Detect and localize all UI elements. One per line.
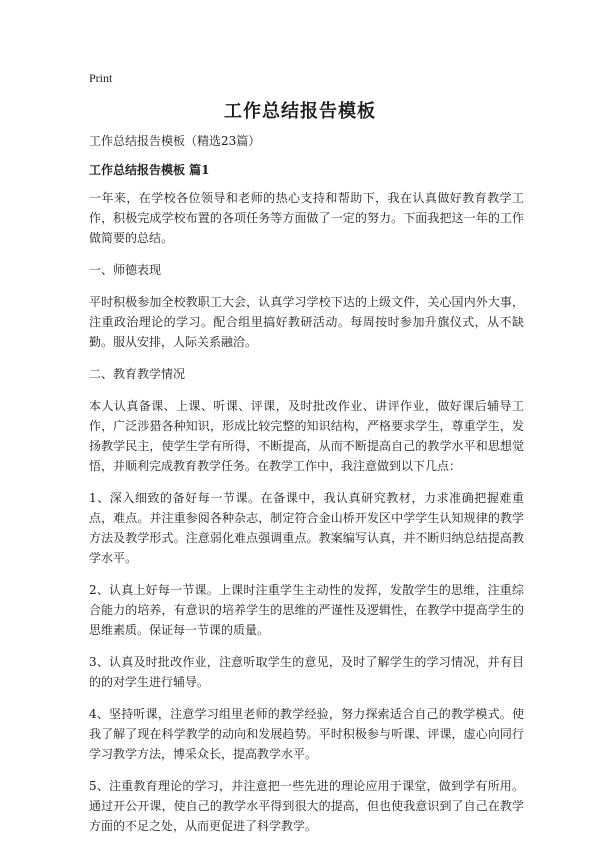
print-label: Print — [89, 71, 113, 85]
document-subtitle: 工作总结报告模板（精选23篇） — [89, 134, 261, 148]
paragraph-point-5: 5、注重教育理论的学习，并注意把一些先进的理论应用于课堂，做到学有所用。通过开公开课，使自己的教学水平得到很大的提高，但也使我意识到了自己在教学方面的不足之处，从而更促进了科学教学。 — [89, 779, 524, 833]
paragraph-point-4: 4、坚持听课，注意学习组里老师的教学经验，努力探索适合自己的教学模式。使我了解了现在科学教学的动向和发展趋势。平时积极参与听课、评课，虚心向同行学习教学方法，博采众长，提高教学水平。 — [89, 707, 524, 761]
article-heading: 工作总结报告模板 篇1 — [89, 163, 210, 177]
paragraph-point-1: 1、深入细致的备好每一节课。在备课中，我认真研究教材，力求准确把握难重点，难点。并注重参阅各种杂志，制定符合金山桥开发区中学学生认知规律的教学方法及教学形式。注意弱化难点强调重点。教案编写认真，并不断归纳总结提高教学水平。 — [89, 491, 524, 565]
document-body — [89, 131, 524, 848]
section-heading-ethics: 一、师德表现 — [89, 263, 162, 277]
paragraph-point-2: 2、认真上好每一节课。上课时注重学生主动性的发挥，发散学生的思维，注重综合能力的培养，有意识的培养学生的思维的严谨性及逻辑性，在教学中提高学生的思维素质。保证每一节课的质量。 — [89, 583, 524, 637]
document-title: 工作总结报告模板 — [224, 101, 376, 122]
paragraph-teaching: 本人认真备课、上课、听课、评课，及时批改作业、讲评作业，做好课后辅导工作，广泛涉猎各种知识，形成比较完整的知识结构，严格要求学生，尊重学生，发扬教学民主，使学生学有所得，不断提高，从而不断提高自己的教学水平和思想觉悟，并顺利完成教育教学任务。在教学工作中，我注意做到以下几点： — [89, 399, 524, 473]
paragraph-intro: 一年来，在学校各位领导和老师的热心支持和帮助下，我在认真做好教育教学工作，积极完成学校布置的各项任务等方面做了一定的努力。下面我把这一年的工作做简要的总结。 — [89, 191, 524, 245]
paragraph-ethics: 平时积极参加全校教职工大会，认真学习学校下达的上级文件，关心国内外大事，注重政治理论的学习。配合组里搞好教研活动。每周按时参加升旗仪式，从不缺勤。服从安排，人际关系融洽。 — [89, 295, 524, 349]
section-heading-teaching: 二、教育教学情况 — [89, 367, 186, 381]
paragraph-point-3: 3、认真及时批改作业，注意听取学生的意见，及时了解学生的学习情况，并有目的的对学生进行辅导。 — [89, 655, 524, 689]
